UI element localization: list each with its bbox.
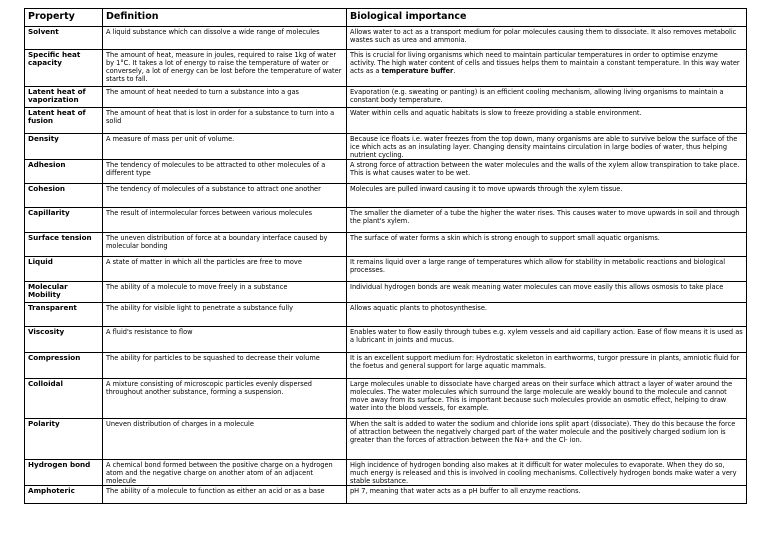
table-header-row (25, 9, 747, 27)
table-row (25, 353, 747, 379)
table-row (25, 208, 747, 233)
importance-cell: Individual hydrogen bonds are weak meaning water molecules can move easily this allows osmosis to take place (347, 282, 747, 303)
property-cell: Latent heat of vaporization (25, 87, 103, 108)
definition-cell: The ability for visible light to penetrate a substance fully (103, 303, 347, 327)
property-cell: Liquid (25, 257, 103, 282)
importance-cell: A strong force of attraction between the water molecules and the walls of the xylem allow transpiration to take place. This is what causes water to be wet. (347, 160, 747, 184)
property-cell: Density (25, 134, 103, 160)
table-row (25, 327, 747, 353)
table-row (25, 257, 747, 282)
table-row (25, 184, 747, 208)
table-row (25, 50, 747, 87)
table-row (25, 233, 747, 257)
definition-cell: A state of matter in which all the particles are free to move (103, 257, 347, 282)
importance-cell: Enables water to flow easily through tubes e.g. xylem vessels and aid capillary action. Ease of flow means it is used as a lubricant in joints and mucus. (347, 327, 747, 353)
table-row (25, 419, 747, 460)
definition-cell: A fluid's resistance to flow (103, 327, 347, 353)
importance-text: This is crucial for living organisms which need to maintain particular temperatures in order to optimise enzyme activity. The high water content of cells and tissues helps them to maintain a constant temperature. In this way water acts as a (350, 51, 740, 75)
importance-cell: When the salt is added to water the sodium and chloride ions split apart (dissociate). They do this because the force of attraction between the negatively charged part of the water molecule and the positively charged sodium ion is greater than the forces of attraction between the Na+ and the Cl- ion. (347, 419, 747, 460)
importance-tail-text: . (453, 67, 456, 75)
property-cell: Surface tension (25, 233, 103, 257)
property-cell: Solvent (25, 27, 103, 50)
importance-cell: Large molecules unable to dissociate have charged areas on their surface which attract a layer of water around the molecules. The water molecules which surround the large molecule are weakly bound to the molecule and cannot move away from its surface. This is important because such molecules provide an osmotic effect, helping to draw water into the blood vessels, for example. (347, 379, 747, 419)
definition-cell: The amount of heat needed to turn a substance into a gas (103, 87, 347, 108)
property-cell: Compression (25, 353, 103, 379)
property-cell: Viscosity (25, 327, 103, 353)
definition-cell: The amount of heat, measure in joules, required to raise 1kg of water by 1°C. It takes a lot of energy to raise the temperature of water or conversely, a lot of energy can be lost before the temperature of water starts to fall. (103, 50, 347, 87)
table-row (25, 303, 747, 327)
property-cell: Adhesion (25, 160, 103, 184)
importance-cell: Because ice floats i.e. water freezes from the top down, many organisms are able to survive below the surface of the ice which acts as an insulating layer. Changing density maintains circulation in large bodies of water, thus helping nutrient cycling. (347, 134, 747, 160)
importance-cell (347, 50, 747, 87)
table-row (25, 87, 747, 108)
header-definition: Definition (103, 9, 347, 27)
importance-bold-text: temperature buffer (381, 67, 454, 75)
definition-cell: The uneven distribution of force at a boundary interface caused by molecular bonding (103, 233, 347, 257)
importance-cell: The surface of water forms a skin which is strong enough to support small aquatic organisms. (347, 233, 747, 257)
importance-cell: Allows water to act as a transport medium for polar molecules causing them to dissociate. It also removes metabolic wastes such as urea and ammonia. (347, 27, 747, 50)
definition-cell: The ability for particles to be squashed to decrease their volume (103, 353, 347, 379)
water-properties-table (24, 8, 747, 504)
importance-cell: pH 7, meaning that water acts as a pH buffer to all enzyme reactions. (347, 486, 747, 504)
definition-cell: The ability of a molecule to function as either an acid or as a base (103, 486, 347, 504)
property-cell: Amphoteric (25, 486, 103, 504)
property-cell: Capillarity (25, 208, 103, 233)
definition-cell: The tendency of molecules to be attracted to other molecules of a different type (103, 160, 347, 184)
property-cell: Molecular Mobility (25, 282, 103, 303)
definition-cell: A measure of mass per unit of volume. (103, 134, 347, 160)
table-row (25, 486, 747, 504)
property-cell: Colloidal (25, 379, 103, 419)
table-row (25, 27, 747, 50)
definition-cell: A mixture consisting of microscopic particles evenly dispersed throughout another substance, forming a suspension. (103, 379, 347, 419)
table-row (25, 108, 747, 134)
table-row (25, 282, 747, 303)
importance-cell: It is an excellent support medium for: Hydrostatic skeleton in earthworms, turgor pressure in plants, amniotic fluid for the foetus and general support for large aquatic mammals. (347, 353, 747, 379)
table-row (25, 460, 747, 486)
property-cell: Transparent (25, 303, 103, 327)
property-cell: Hydrogen bond (25, 460, 103, 486)
property-cell: Latent heat of fusion (25, 108, 103, 134)
importance-cell: High incidence of hydrogen bonding also makes at it difficult for water molecules to evaporate. When they do so, much energy is released and this is involved in cooling mechanisms. Collectively hydrogen bonds make water a very stable substance. (347, 460, 747, 486)
importance-cell: Molecules are pulled inward causing it to move upwards through the xylem tissue. (347, 184, 747, 208)
definition-cell: The amount of heat that is lost in order for a substance to turn into a solid (103, 108, 347, 134)
definition-cell: A chemical bond formed between the positive charge on a hydrogen atom and the negative charge on another atom of an adjacent molecule (103, 460, 347, 486)
definition-cell: The result of intermolecular forces between various molecules (103, 208, 347, 233)
header-property: Property (25, 9, 103, 27)
header-importance: Biological importance (347, 9, 747, 27)
definition-cell: The ability of a molecule to move freely in a substance (103, 282, 347, 303)
definition-cell: The tendency of molecules of a substance to attract one another (103, 184, 347, 208)
property-cell: Polarity (25, 419, 103, 460)
importance-cell: Water within cells and aquatic habitats is slow to freeze providing a stable environment. (347, 108, 747, 134)
table-row (25, 160, 747, 184)
table-row (25, 134, 747, 160)
property-cell: Specific heat capacity (25, 50, 103, 87)
definition-cell: A liquid substance which can dissolve a wide range of molecules (103, 27, 347, 50)
property-cell: Cohesion (25, 184, 103, 208)
document-page (24, 8, 746, 504)
table-row (25, 379, 747, 419)
definition-cell: Uneven distribution of charges in a molecule (103, 419, 347, 460)
importance-cell: Evaporation (e.g. sweating or panting) is an efficient cooling mechanism, allowing living organisms to maintain a constant body temperature. (347, 87, 747, 108)
importance-cell: Allows aquatic plants to photosynthesise. (347, 303, 747, 327)
importance-cell: It remains liquid over a large range of temperatures which allow for stability in metabolic reactions and biological processes. (347, 257, 747, 282)
importance-cell: The smaller the diameter of a tube the higher the water rises. This causes water to move upwards in soil and through the plant's xylem. (347, 208, 747, 233)
